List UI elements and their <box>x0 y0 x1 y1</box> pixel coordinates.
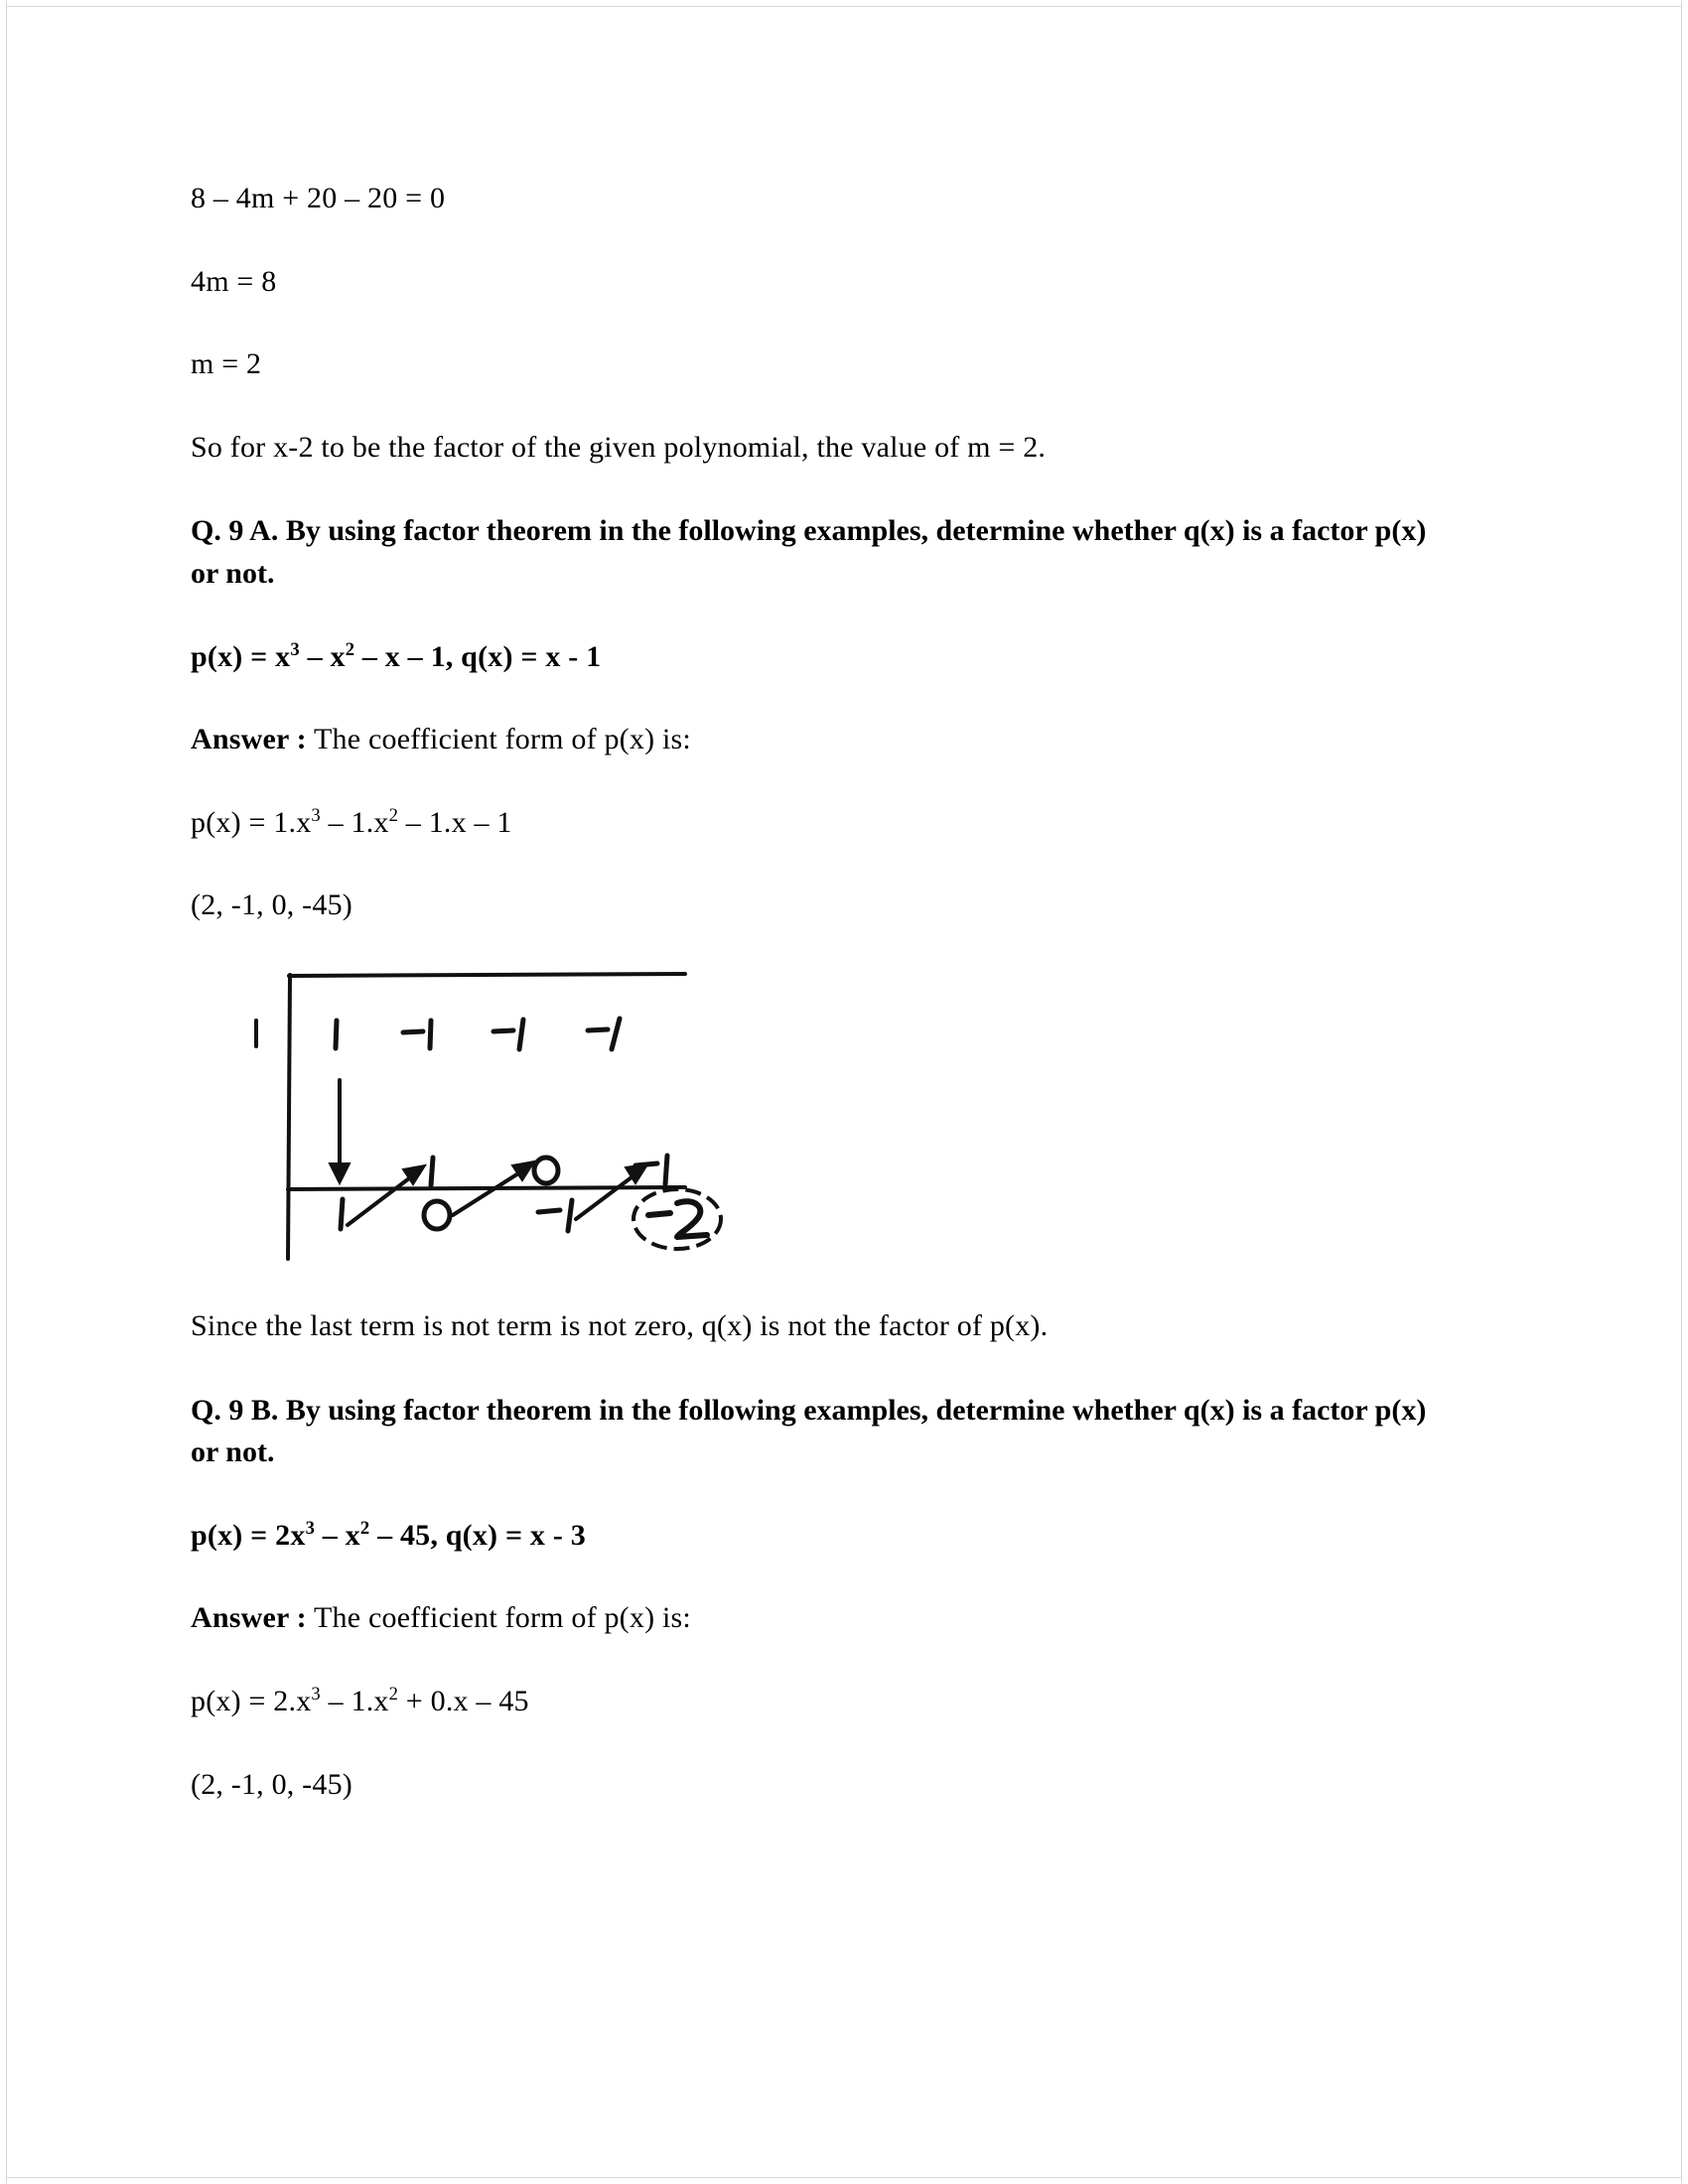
q9b-poly-mid: – x <box>315 1518 360 1552</box>
page-border-left <box>6 0 7 2184</box>
remainder-circle <box>633 1189 721 1249</box>
question-9a-answer-intro <box>191 720 1472 759</box>
q9b-coeff-tail: + 0.x – 45 <box>398 1684 529 1717</box>
division-sum-bar <box>288 1187 685 1189</box>
synthetic-division-figure <box>218 969 774 1267</box>
middle-row-value-1 <box>431 1158 433 1185</box>
q9a-poly-exponent-3: 3 <box>290 638 300 660</box>
q9b-poly-tail: – 45, q(x) = x - 3 <box>369 1518 586 1552</box>
question-9a-conclusion: Since the last term is not term is not zero, q(x) is not the factor of p(x). <box>191 1308 1049 1342</box>
question-9b-coefficient-tuple: (2, -1, 0, -45) <box>191 1767 352 1801</box>
top-row-coefficient-3 <box>493 1020 523 1049</box>
top-row-coefficient-1 <box>336 1021 337 1048</box>
q9a-poly-tail: – x – 1, q(x) = x - 1 <box>354 639 602 673</box>
question-9a-coefficient-form <box>191 803 1472 843</box>
division-vertical-bar <box>288 975 290 1259</box>
question-9b-heading: Q. 9 B. By using factor theorem in the following examples, determine whether q(x) is a factor p(x) or not. <box>191 1393 1427 1469</box>
q9a-coeff-tail: – 1.x – 1 <box>398 805 512 839</box>
equation-line-1: 8 – 4m + 20 – 20 = 0 <box>191 182 446 214</box>
q9a-poly-exponent-2: 2 <box>345 638 355 660</box>
q9a-poly-prefix: p(x) = x <box>191 639 291 673</box>
diagonal-arrow-1 <box>348 1165 425 1225</box>
q9b-poly-exponent-2: 2 <box>359 1517 370 1539</box>
question-9b-coefficient-form <box>191 1682 1472 1721</box>
q9b-answer-label: Answer : <box>191 1601 307 1635</box>
bring-down-arrowhead <box>330 1163 350 1183</box>
equation-line-2: 4m = 8 <box>191 264 277 298</box>
bring-down-arrow <box>330 1080 350 1183</box>
q9a-coeff-exponent-2: 2 <box>388 804 399 826</box>
synthetic-division-drawing <box>218 969 774 1267</box>
middle-row-value-0 <box>534 1158 558 1183</box>
q9b-coeff-mid: – 1.x <box>320 1684 389 1717</box>
q9b-answer-text: The coefficient form of p(x) is: <box>306 1601 691 1635</box>
q9a-answer-text: The coefficient form of p(x) is: <box>306 723 691 756</box>
equation-line-3: m = 2 <box>191 347 262 381</box>
bottom-row-value-0 <box>424 1201 450 1229</box>
q9a-poly-mid: – x <box>299 639 346 673</box>
q9b-coeff-exponent-2: 2 <box>388 1683 399 1705</box>
q9a-coeff-prefix: p(x) = 1.x <box>191 805 312 839</box>
remainder-circled-value <box>633 1189 721 1249</box>
question-9b-answer-intro <box>191 1598 1472 1638</box>
page-border-top <box>6 6 1682 7</box>
page-border-bottom <box>6 2177 1682 2178</box>
bottom-row-value-neg1 <box>538 1200 572 1231</box>
top-row-coefficient-2 <box>403 1021 431 1048</box>
q9a-coeff-exponent-3: 3 <box>311 804 321 826</box>
question-9a-coefficient-tuple: (2, -1, 0, -45) <box>191 888 352 922</box>
q9a-answer-label: Answer : <box>191 723 307 756</box>
q9b-coeff-prefix: p(x) = 2.x <box>191 1684 312 1717</box>
top-row-coefficient-4 <box>588 1019 620 1049</box>
q9a-coeff-mid: – 1.x <box>320 805 389 839</box>
q9b-poly-exponent-3: 3 <box>305 1517 316 1539</box>
page-border-right <box>1681 0 1682 2184</box>
question-9a-polynomial <box>191 637 1472 677</box>
question-9a-heading: Q. 9 A. By using factor theorem in the following examples, determine whether q(x) is a factor p(x) or not. <box>191 514 1427 590</box>
q9b-coeff-exponent-3: 3 <box>311 1683 321 1705</box>
question-9b-polynomial <box>191 1516 1472 1556</box>
bottom-row-value-1 <box>341 1199 343 1229</box>
q9b-poly-prefix: p(x) = 2x <box>191 1518 306 1552</box>
conclusion-m-value: So for x-2 to be the factor of the given polynomial, the value of m = 2. <box>191 430 1047 464</box>
page-content <box>191 179 1472 1847</box>
division-top-bar <box>289 974 685 976</box>
